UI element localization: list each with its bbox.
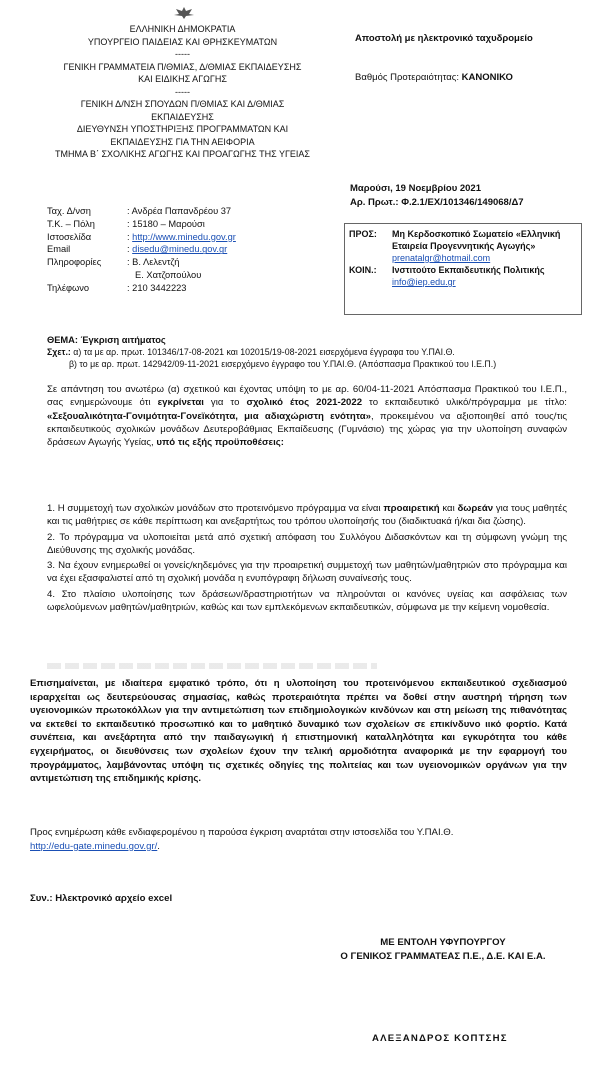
contact-label: Email xyxy=(47,244,71,255)
faint-scan-line xyxy=(47,663,377,669)
free-word: δωρεάν xyxy=(457,503,494,514)
recipients-box xyxy=(344,223,582,315)
cc-label: ΚΟΙΝ.: xyxy=(349,265,377,275)
website-link[interactable]: http://www.minedu.gov.gr xyxy=(132,231,236,242)
header-line: ----- xyxy=(175,49,190,59)
header-line: ΤΜΗΜΑ Β΄ ΣΧΟΛΙΚΗΣ ΑΓΩΓΗΣ ΚΑΙ ΠΡΟΑΓΩΓΗΣ ΤΗΣ ΥΓΕΙΑΣ xyxy=(54,149,310,159)
text-run: και xyxy=(439,503,458,514)
priority-value: ΚΑΝΟΝΙΚΟ xyxy=(461,72,513,83)
contact-value: : 210 3442223 xyxy=(127,282,187,293)
reference-a-text: α) τα με αρ. πρωτ. 101346/17-08-2021 και 102015/19-08-2021 εισερχόμενα έγγραφα του Υ.ΠΑΙ.Θ. xyxy=(73,347,455,357)
signature-block xyxy=(318,936,568,964)
header-line: ΥΠΟΥΡΓΕΙΟ ΠΑΙΔΕΙΑΣ ΚΑΙ ΘΡΗΣΚΕΥΜΑΤΩΝ xyxy=(87,36,278,47)
contact-row xyxy=(47,205,236,218)
header-line: ΕΚΠΑΙΔΕΥΣΗΣ xyxy=(151,111,214,122)
subject-title: ΘΕΜΑ: Έγκριση αιτήματος xyxy=(47,335,166,345)
contact-label: Ιστοσελίδα xyxy=(47,231,92,242)
delivery-method: Αποστολή με ηλεκτρονικό ταχυδρομείο xyxy=(355,33,533,44)
document-date: Μαρούσι, 19 Νοεμβρίου 2021 xyxy=(350,183,481,194)
text-run: Σε απάντηση του ανωτέρω (α) σχετικού και έχοντας υπόψη το με αρ. 60/04-11-2021 Απόσπασμα Πρακτικού του Ι.Ε.Π., σας ενημερώνουμε ότι xyxy=(47,384,567,409)
reference-b: β) το με αρ. πρωτ. 142942/09-11-2021 εισερχόμενο έγγραφο του Υ.ΠΑΙ.Θ. (Απόσπασμα Πρακτικού του Ι.Ε.Π.) xyxy=(69,359,497,369)
issuing-authority-header xyxy=(40,23,325,161)
contact-label: Ταχ. Δ/νση xyxy=(47,206,91,216)
cc-name: Ινστιτούτο Εκπαιδευτικής Πολιτικής xyxy=(392,265,545,275)
to-email-link[interactable]: prenatalgr@hotmail.com xyxy=(392,253,491,263)
subject-block xyxy=(47,334,567,370)
reference-label: Σχετ.: xyxy=(47,347,71,357)
contact-value: : Β. Λελεντζή xyxy=(127,257,180,268)
contact-value: Ε. Χατζοπούλου xyxy=(135,269,202,280)
contact-row xyxy=(47,282,236,295)
contact-row xyxy=(47,218,236,231)
header-line: ΓΕΝΙΚΗ Δ/ΝΣΗ ΣΠΟΥΔΩΝ Π/ΘΜΙΑΣ ΚΑΙ Δ/ΘΜΙΑΣ xyxy=(80,99,285,109)
header-line: ΓΕΝΙΚΗ ΓΡΑΜΜΑΤΕΙΑ Π/ΘΜΙΑΣ, Δ/ΘΜΙΑΣ ΕΚΠΑΙΔΕΥΣΗΣ xyxy=(63,61,302,72)
contact-value: : 15180 – Μαρούσι xyxy=(127,218,205,229)
contact-label: Τ.Κ. – Πόλη xyxy=(47,218,95,229)
priority xyxy=(355,72,513,83)
school-year: σχολικό έτος 2021-2022 xyxy=(246,397,363,409)
enclosure: Συν.: Ηλεκτρονικό αρχείο excel xyxy=(30,893,173,904)
conditions-list xyxy=(47,502,567,616)
optional-word: προαιρετική xyxy=(383,503,440,514)
edu-gate-link[interactable]: http://edu-gate.minedu.gov.gr/ xyxy=(30,840,158,852)
publication-text: Προς ενημέρωση κάθε ενδιαφερομένου η παρούσα έγκριση αναρτάται στην ιστοσελίδα του Υ.ΠΑΙ.Θ. xyxy=(30,827,454,838)
reference-a xyxy=(47,346,567,358)
emphasis-paragraph: Επισημαίνεται, με ιδιαίτερα εμφατικό τρόπο, ότι η υλοποίηση του προτεινόμενου εκπαιδευτικού σχεδιασμού ιεραρχείται ως δευτερεύουσας σημασίας, καθώς προτεραιότητα πρέπει να δοθεί στην αυστηρή τήρηση των υγειονομικών πρωτοκόλλων για την αντιμετώπιση των επιδημιολογικών κινδύνων και στη μείωση της πιθανότητας να εκτεθεί το εκπαιδευτικό προσωπικό και το μαθητικό δυναμικό των σχολείων σε επικίνδυνο ιικό φορτίο. Κατά συνέπεια, και ανεξάρτητα από την παιδαγωγική ή επιστημονική καταλληλότητα και εγκυρότητα του κάθε εγχειρήματος, οι διευθύνσεις των σχολείων έχουν την τελική αρμοδιότητα αναφορικά με την εφαρμογή του προγράμματος, λαμβάνοντας υπόψη τις σχετικές οδηγίες της πολιτείας και των υγειονομικών οργάνων για την αντιμετώπιση της επιδημικής κρίσης. xyxy=(30,678,567,785)
header-line: ΔΙΕΥΘΥΝΣΗ ΥΠΟΣΤΗΡΙΞΗΣ ΠΡΟΓΡΑΜΜΑΤΩΝ ΚΑΙ xyxy=(76,124,289,134)
recipient-to xyxy=(349,228,577,264)
condition-item: 2. Το πρόγραμμα να υλοποιείται μετά από σχετική απόφαση του Συλλόγου Διδασκόντων και τη σύμφωνη γνώμη της Διεύθυνσης της σχολικής μονάδας. xyxy=(47,531,567,556)
date-protocol-block xyxy=(350,182,524,210)
protocol-number: Αρ. Πρωτ.: Φ.2.1/ΕΧ/101346/149068/Δ7 xyxy=(350,197,524,208)
header-line: ΕΛΛΗΝΙΚΗ ΔΗΜΟΚΡΑΤΙΑ xyxy=(129,24,236,34)
program-title: «Σεξουαλικότητα-Γονιμότητα-Γονεϊκότητα, μια αδιαχώριστη ενότητα» xyxy=(47,410,372,422)
contact-value: : Ανδρέα Παπανδρέου 37 xyxy=(127,206,232,216)
recipient-cc xyxy=(349,264,577,288)
period: . xyxy=(157,840,160,852)
contact-row xyxy=(47,256,236,269)
greek-state-emblem-icon xyxy=(172,6,196,20)
contact-label: Πληροφορίες xyxy=(47,257,102,268)
text-run: για τους μαθητές και τις μαθήτριες σε κάθε περίπτωση και ανεξαρτήτως του τρόπου υλοποίησής του (διαδικτυακά ή/και δια ζώσης). xyxy=(47,503,567,528)
contact-row xyxy=(47,269,236,282)
header-line: ΕΚΠΑΙΔΕΥΣΗΣ ΓΙΑ ΤΗΝ ΑΕΙΦΟΡΙΑ xyxy=(110,136,255,147)
publication-paragraph xyxy=(30,826,567,853)
cc-email-link[interactable]: info@iep.edu.gr xyxy=(392,277,456,287)
contact-label: Τηλέφωνο xyxy=(47,282,90,293)
signatory-name: ΑΛΕΞΑΝΔΡΟΣ ΚΟΠΤΣΗΣ xyxy=(372,1033,508,1044)
email-link[interactable]: disedu@minedu.gov.gr xyxy=(132,244,228,255)
header-line: ----- xyxy=(175,86,190,97)
to-name: Μη Κερδοσκοπικό Σωματείο «Ελληνική Εταιρεία Προγεννητικής Αγωγής» xyxy=(392,229,561,251)
signature-line-2: Ο ΓΕΝΙΚΟΣ ΓΡΑΜΜΑΤΕΑΣ Π.Ε., Δ.Ε. ΚΑΙ Ε.Α. xyxy=(340,951,546,962)
conditions-intro: υπό τις εξής προϋποθέσεις: xyxy=(156,437,284,449)
header-line: ΚΑΙ ΕΙΔΙΚΗΣ ΑΓΩΓΗΣ xyxy=(138,74,227,84)
contact-row: Ιστοσελίδα : http://www.minedu.gov.gr xyxy=(47,231,236,242)
condition-item xyxy=(47,502,567,529)
contact-row: Email : disedu@minedu.gov.gr xyxy=(47,244,228,255)
to-label: ΠΡΟΣ: xyxy=(349,229,377,239)
contact-label xyxy=(47,269,127,282)
approval-paragraph xyxy=(47,383,567,449)
text-run: , προκειμένου να αξιοποιηθεί από τους/τις εκπαιδευτικούς σχολικών μονάδων Δευτεροβάθμιας Εκπαίδευσης (Γυμνάσιο) της χώρας για την υλοποίηση συναφών δράσεων Αγωγής Υγείας, xyxy=(47,410,567,449)
priority-label: Βαθμός Προτεραιότητας: xyxy=(355,72,460,83)
text-run: 1. Η συμμετοχή των σχολικών μονάδων στο προτεινόμενο πρόγραμμα να είναι xyxy=(47,503,384,514)
text-run: για το xyxy=(203,397,247,409)
contact-details xyxy=(47,205,236,295)
approved-word: εγκρίνεται xyxy=(157,397,204,409)
text-run: το εκπαιδευτικό υλικό/πρόγραμμα με τίτλο: xyxy=(362,397,567,409)
condition-item: 3. Να έχουν ενημερωθεί οι γονείς/κηδεμόνες για την προαιρετική συμμετοχή των μαθητών/μαθητριών στο πρόγραμμα και να έχει εξασφαλιστεί από τη σχολική μονάδα η ενυπόγραφη δήλωση συναίνεσής τους. xyxy=(47,560,567,585)
condition-item: 4. Στο πλαίσιο υλοποίησης των δράσεων/δραστηριοτήτων να πληρούνται οι κανόνες υγείας και ασφάλειας των ωφελούμενων μαθητών/μαθητριών, καθώς και των εμπλεκόμενων εκπαιδευτικών, σύμφωνα με την κείμενη νομοθεσία. xyxy=(47,588,567,614)
signature-line-1: ΜΕ ΕΝΤΟΛΗ ΥΦΥΠΟΥΡΓΟΥ xyxy=(380,937,506,948)
